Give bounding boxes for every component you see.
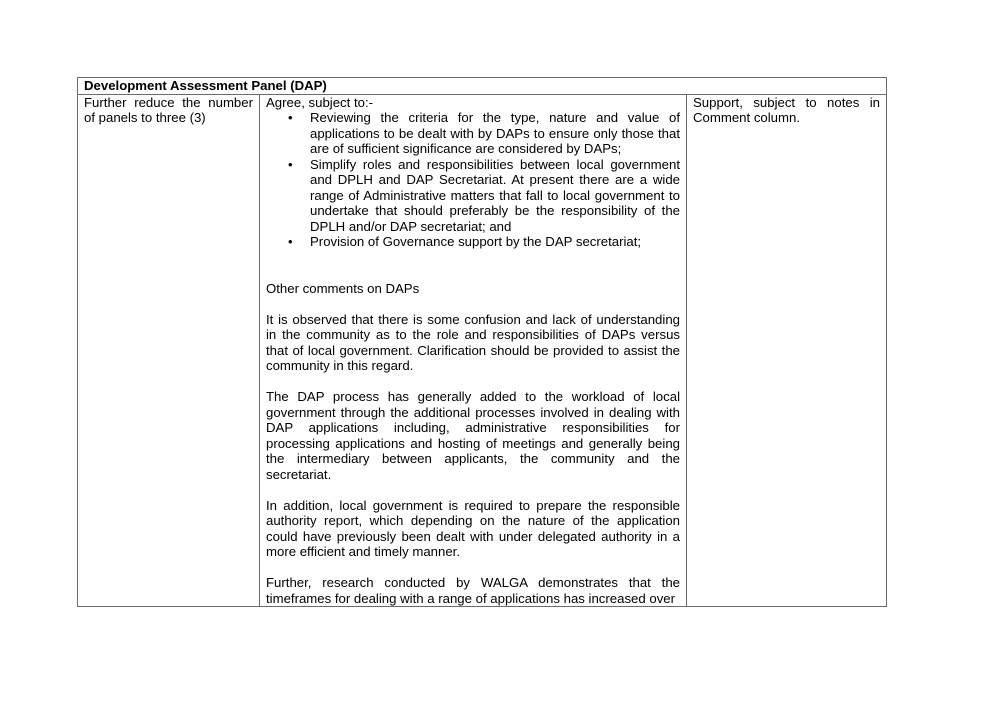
list-item: • Provision of Governance support by the DAP secretariat;	[310, 234, 680, 250]
paragraph: It is observed that there is some confusion and lack of understanding in the community as to the role and responsibilities of DAPs versus that of local government. Clarification should be provided to assist the community in this regard.	[266, 311, 680, 373]
comment-cell	[687, 94, 887, 607]
paragraph: The DAP process has generally added to the workload of local government through the additional processes involved in dealing with DAP applications including, administrative responsibilities for processing applications and hosting of meetings and generally being the intermediary between applicants, the community and the secretariat.	[266, 389, 680, 482]
paragraph: Further, research conducted by WALGA demonstrates that the timeframes for dealing with a range of applications has increased over	[266, 575, 680, 606]
list-item: • Simplify roles and responsibilities between local government and DPLH and DAP Secretariat. At present there are a wide range of Administrative matters that fall to local government to undertake that should preferably be the responsibility of the DPLH and/or DAP secretariat; and	[310, 157, 680, 235]
proposal-text: Further reduce the number of panels to three (3)	[84, 94, 253, 125]
condition-list	[266, 110, 680, 250]
paragraph: In addition, local government is required to prepare the responsible authority report, which depending on the nature of the application could have previously been dealt with under delegated authority in a more efficient and timely manner.	[266, 497, 680, 559]
dap-submission-table	[77, 77, 887, 607]
table-row	[78, 94, 887, 607]
response-intro: Agree, subject to:-	[266, 94, 374, 110]
comment-text: Support, subject to notes in Comment column.	[693, 94, 881, 125]
section-header-row	[78, 78, 887, 95]
proposal-cell	[78, 94, 260, 607]
response-cell	[260, 94, 687, 607]
section-header: Development Assessment Panel (DAP)	[78, 78, 887, 95]
other-comments-heading: Other comments on DAPs	[266, 280, 420, 296]
list-item: • Reviewing the criteria for the type, nature and value of applications to be dealt with by DAPs to ensure only those that are of sufficient significance are considered by DAPs;	[310, 110, 680, 157]
